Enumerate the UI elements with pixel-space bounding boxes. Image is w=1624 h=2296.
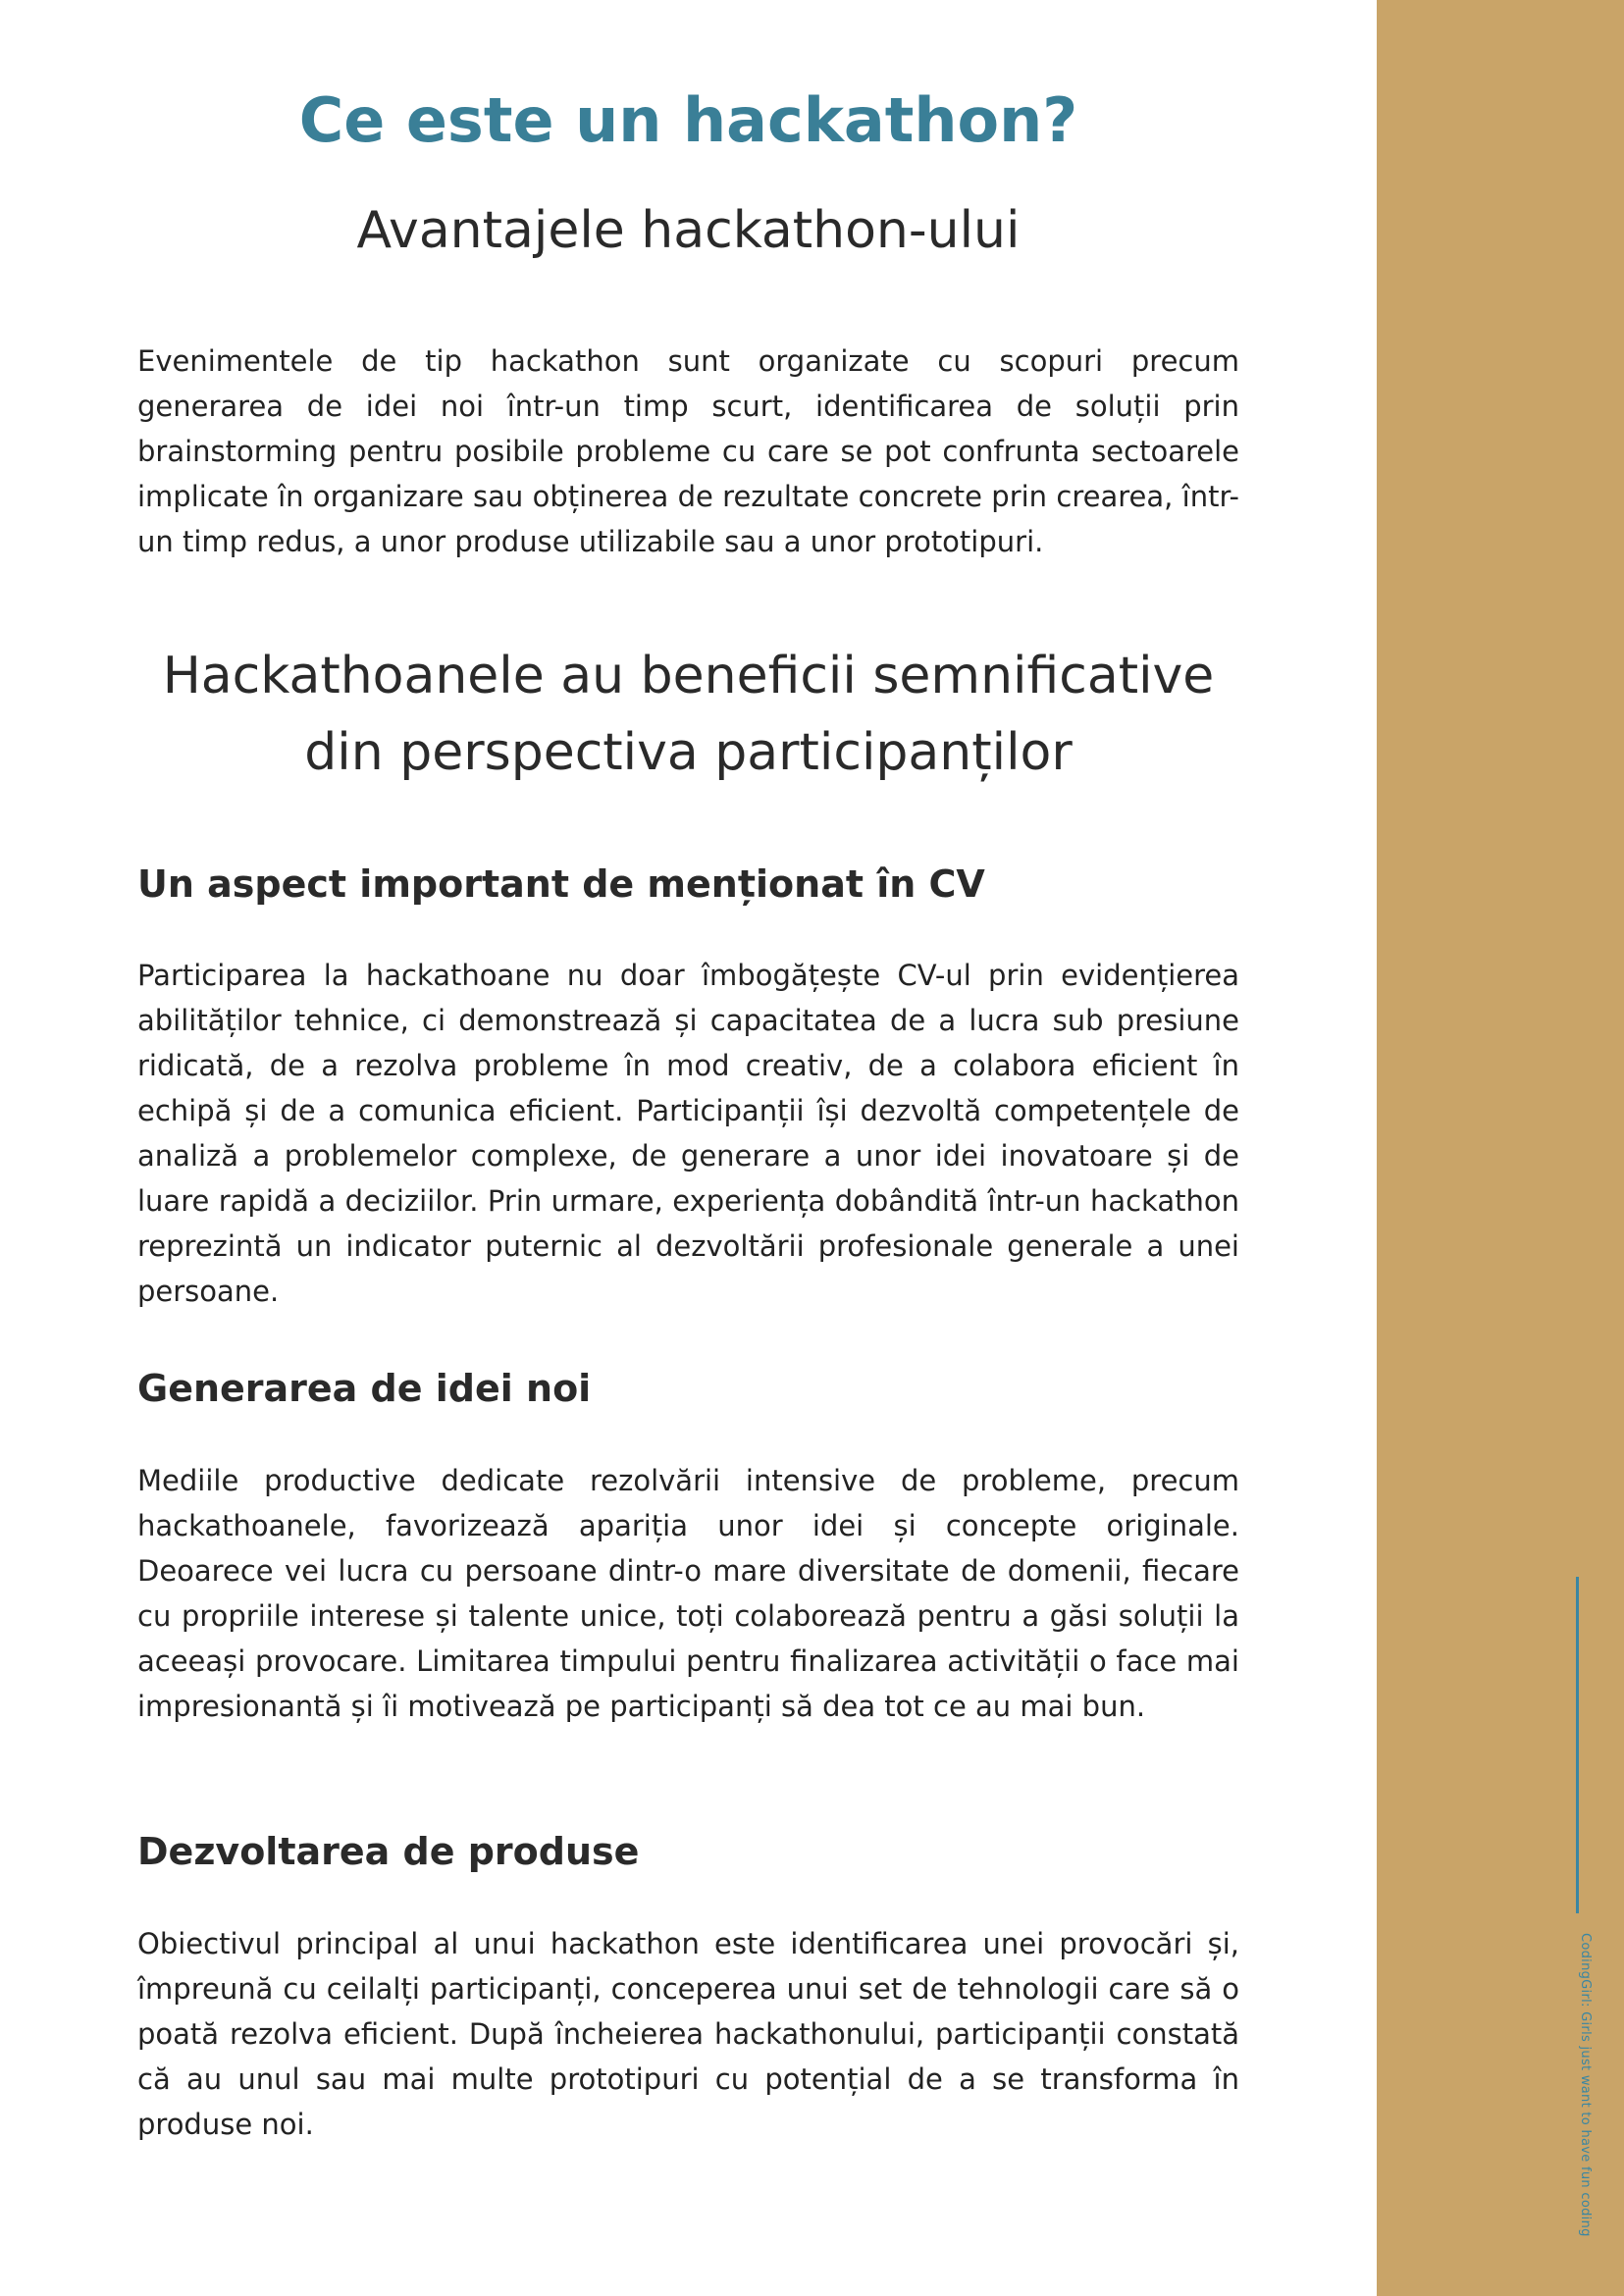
section-products-heading: Dezvoltarea de produse: [137, 1830, 640, 1873]
section-cv-heading: Un aspect important de menționat în CV: [137, 862, 985, 906]
page-title: Ce este un hackathon?: [298, 84, 1078, 156]
section-cv-body: Participarea la hackathoane nu doar îmbogățește CV-ul prin evidențierea abilităților tehnice, ci demonstrează și capacitatea de a lucra sub presiune ridicată, de a rezolva probleme în mod creativ, de a colabora eficient în echipă și de a comunica eficient. Participanții își dezvoltă competențele de analiză a problemelor complexe, de generare a unor idei inovatoare și de luare rapidă a deciziilor. Prin urmare, experiența dobândită într-un hackathon reprezintă un indicator puternic al dezvoltării profesionale generale a unei persoane.: [137, 959, 1239, 1308]
intro-paragraph: Evenimentele de tip hackathon sunt organizate cu scopuri precum generarea de idei noi într-un timp scurt, identificarea de soluții prin brainstorming pentru posibile probleme cu care se pot confrunta sectoarele implicate în organizare sau obținerea de rezultate concrete prin crearea, într-un timp redus, a unor produse utilizabile sau a unor prototipuri.: [137, 344, 1239, 558]
section-products-body: Obiectivul principal al unui hackathon este identificarea unei provocări și, împreună cu ceilalți participanți, conceperea unui set de tehnologii care să o poată rezolva eficient. După încheierea hackathonului, participanții constată că au unul sau mai multe prototipuri cu potențial de a se transforma în produse noi.: [137, 1927, 1239, 2141]
section-ideas-body: Mediile productive dedicate rezolvării intensive de probleme, precum hackathoanele, favorizează apariția unor idei și concepte originale. Deoarece vei lucra cu persoane dintr-o mare diversitate de domenii, fiecare cu propriile interese și talente unice, toți colaborează pentru a găsi soluții la aceeași provocare. Limitarea timpului pentru finalizarea activității o face mai impresionantă și îi motivează pe participanți să dea tot ce au mai bun.: [137, 1464, 1239, 1723]
page-subtitle: Avantajele hackathon-ului: [356, 201, 1021, 260]
section-ideas-heading: Generarea de idei noi: [137, 1367, 592, 1410]
benefits-heading: Hackathoanele au beneficii semnificative din perspectiva participanților: [162, 647, 1215, 782]
sidebar-accent-line: [1576, 1577, 1579, 1913]
sidebar-tagline: CodingGirl: Girls just want to have fun coding: [1578, 1933, 1593, 2237]
